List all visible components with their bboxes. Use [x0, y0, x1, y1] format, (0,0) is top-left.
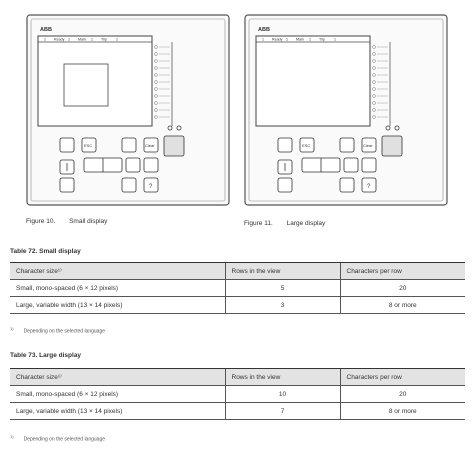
- local-remote-key[interactable]: [340, 178, 354, 192]
- tab-1: 1: [334, 37, 336, 42]
- caption-number: Figure 10.: [26, 218, 56, 225]
- footnote-text: Depending on the selected language: [23, 328, 106, 335]
- tab-1: 1: [116, 37, 118, 42]
- status-led: [395, 126, 399, 130]
- table-cell: 20: [340, 280, 465, 297]
- tab-1: 1: [68, 37, 70, 42]
- footnote-mark: 1): [10, 326, 14, 331]
- table-cell: 8 or more: [340, 403, 465, 420]
- footnote-mark: 1): [10, 434, 14, 439]
- tab-1: 1: [262, 37, 264, 42]
- tab-1: 1: [286, 37, 288, 42]
- tab-1: 1: [91, 37, 93, 42]
- open-key[interactable]: [60, 178, 74, 192]
- enter-key[interactable]: [126, 158, 140, 172]
- table-row: [10, 403, 465, 420]
- column-header: Rows in the view: [225, 263, 340, 280]
- table-cell: 8 or more: [340, 297, 465, 314]
- tab-trip: Trip: [101, 37, 108, 42]
- function-key-blank[interactable]: [382, 136, 402, 156]
- table-cell: Large, variable width (13 × 14 pixels): [10, 297, 225, 314]
- status-led: [386, 126, 390, 130]
- tab-1: 1: [44, 37, 46, 42]
- table-72: [10, 262, 465, 314]
- tab-trip: Trip: [319, 37, 326, 42]
- enter-key[interactable]: [344, 158, 358, 172]
- device-front-panel-small: [24, 12, 232, 208]
- clear-key-label: Clear: [145, 143, 155, 148]
- tab-ready: Ready: [54, 37, 65, 42]
- esc-key-label: ESC: [84, 143, 93, 148]
- help-icon: ?: [149, 184, 153, 190]
- table-cell: 3: [225, 297, 340, 314]
- table-cell: Large, variable width (13 × 14 pixels): [10, 403, 225, 420]
- lock-key[interactable]: [144, 158, 158, 172]
- footnote-text: Depending on the selected language: [23, 436, 106, 443]
- column-header: Characters per row: [340, 369, 465, 386]
- figure-small-display: [24, 12, 232, 208]
- abb-logo: ABB: [258, 27, 270, 33]
- device-front-panel-large: [242, 12, 450, 208]
- clear-key-label: Clear: [363, 143, 373, 148]
- caption-text: Small display: [69, 218, 108, 225]
- status-led: [177, 126, 181, 130]
- navigate-key[interactable]: [340, 138, 354, 152]
- column-header: Character size¹⁾: [10, 369, 225, 386]
- figure-large-display: [242, 12, 450, 208]
- caption-text: Large display: [286, 220, 326, 227]
- open-key[interactable]: [278, 178, 292, 192]
- table-73-title: Table 73. Large display: [10, 352, 82, 359]
- table-row: [10, 386, 465, 403]
- tab-main: Main: [78, 37, 86, 42]
- caption-number: Figure 11.: [244, 220, 273, 227]
- table-73-footnote: [10, 434, 105, 443]
- tab-1: 1: [309, 37, 311, 42]
- table-header-row: [10, 369, 465, 386]
- lock-key[interactable]: [362, 158, 376, 172]
- small-display-window: [64, 64, 108, 106]
- local-remote-key[interactable]: [122, 178, 136, 192]
- table-cell: 10: [225, 386, 340, 403]
- figure-10-caption: [26, 218, 107, 225]
- tab-main: Main: [296, 37, 304, 42]
- status-led: [168, 126, 172, 130]
- large-display-window: [256, 36, 370, 126]
- help-icon: ?: [367, 184, 371, 190]
- column-header: Character size¹⁾: [10, 263, 225, 280]
- column-header: Rows in the view: [225, 369, 340, 386]
- table-72-footnote: [10, 326, 105, 335]
- table-cell: Small, mono-spaced (6 × 12 pixels): [10, 280, 225, 297]
- table-73: [10, 368, 465, 420]
- function-key-blank[interactable]: [164, 136, 184, 156]
- info-key[interactable]: [60, 138, 74, 152]
- info-key[interactable]: [278, 138, 292, 152]
- esc-key-label: ESC: [302, 143, 311, 148]
- abb-logo: ABB: [40, 27, 52, 33]
- table-cell: 20: [340, 386, 465, 403]
- table-72-title: Table 72. Small display: [10, 248, 81, 255]
- column-header: Characters per row: [340, 263, 465, 280]
- table-cell: 7: [225, 403, 340, 420]
- table-header-row: [10, 263, 465, 280]
- table-row: [10, 297, 465, 314]
- table-cell: 5: [225, 280, 340, 297]
- tab-ready: Ready: [272, 37, 283, 42]
- navigate-key[interactable]: [122, 138, 136, 152]
- table-row: [10, 280, 465, 297]
- table-cell: Small, mono-spaced (6 × 12 pixels): [10, 386, 225, 403]
- figure-11-caption: [244, 220, 325, 227]
